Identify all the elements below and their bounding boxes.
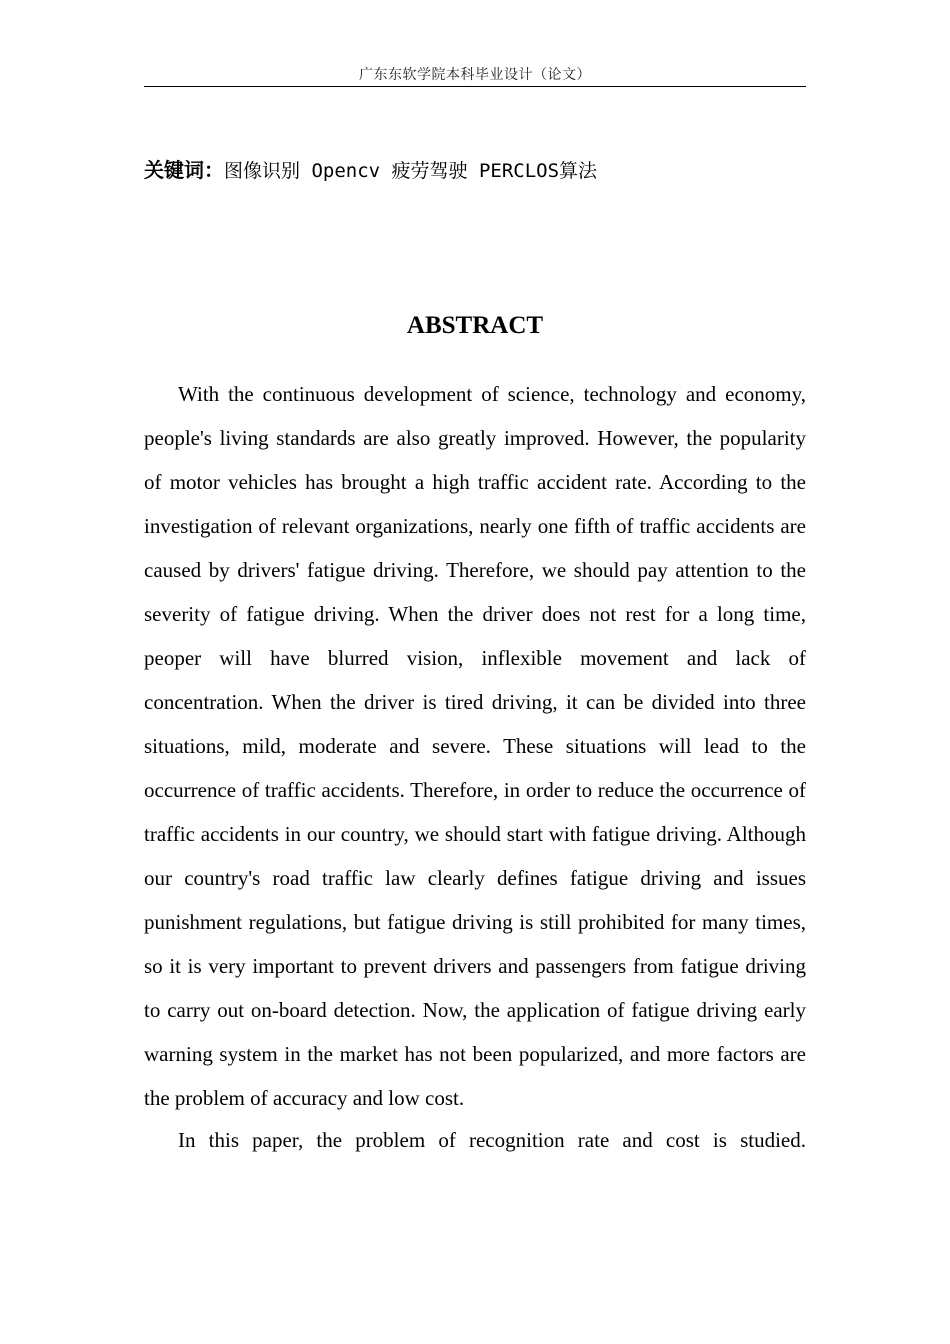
keywords-line [144, 156, 806, 185]
header-text: 广东东软学院本科毕业设计（论文） [359, 67, 591, 83]
keywords-text: 图像识别 Opencv 疲劳驾驶 PERCLOS算法 [224, 160, 598, 182]
page-header [144, 66, 806, 87]
abstract-body [144, 372, 806, 1162]
abstract-paragraph: In this paper, the problem of recognition rate and cost is studied. [178, 1128, 806, 1152]
abstract-paragraph: With the continuous development of science, technology and economy, people's living standards are also greatly improved. However, the popularity of motor vehicles has brought a high traffic accident rate. According to the investigation of relevant organizations, nearly one fifth of traffic accidents are caused by drivers' fatigue driving. Therefore, we should pay attention to the severity of fatigue driving. When the driver does not rest for a long time, peoper will have blurred vision, inflexible movement and lack of concentration. When the driver is tired driving, it can be divided into three situations, mild, moderate and severe. These situations will lead to the occurrence of traffic accidents. Therefore, in order to reduce the occurrence of traffic accidents in our country, we should start with fatigue driving. Although our country's road traffic law clearly defines fatigue driving and issues punishment regulations, but fatigue driving is still prohibited for many times, so it is very important to prevent drivers and passengers from fatigue driving to carry out on-board detection. Now, the application of fatigue driving early warning system in the market has not been popularized, and more factors are the problem of accuracy and low cost. [144, 382, 806, 1110]
keywords-label: 关键词： [144, 158, 224, 182]
abstract-title: ABSTRACT [406, 312, 544, 339]
